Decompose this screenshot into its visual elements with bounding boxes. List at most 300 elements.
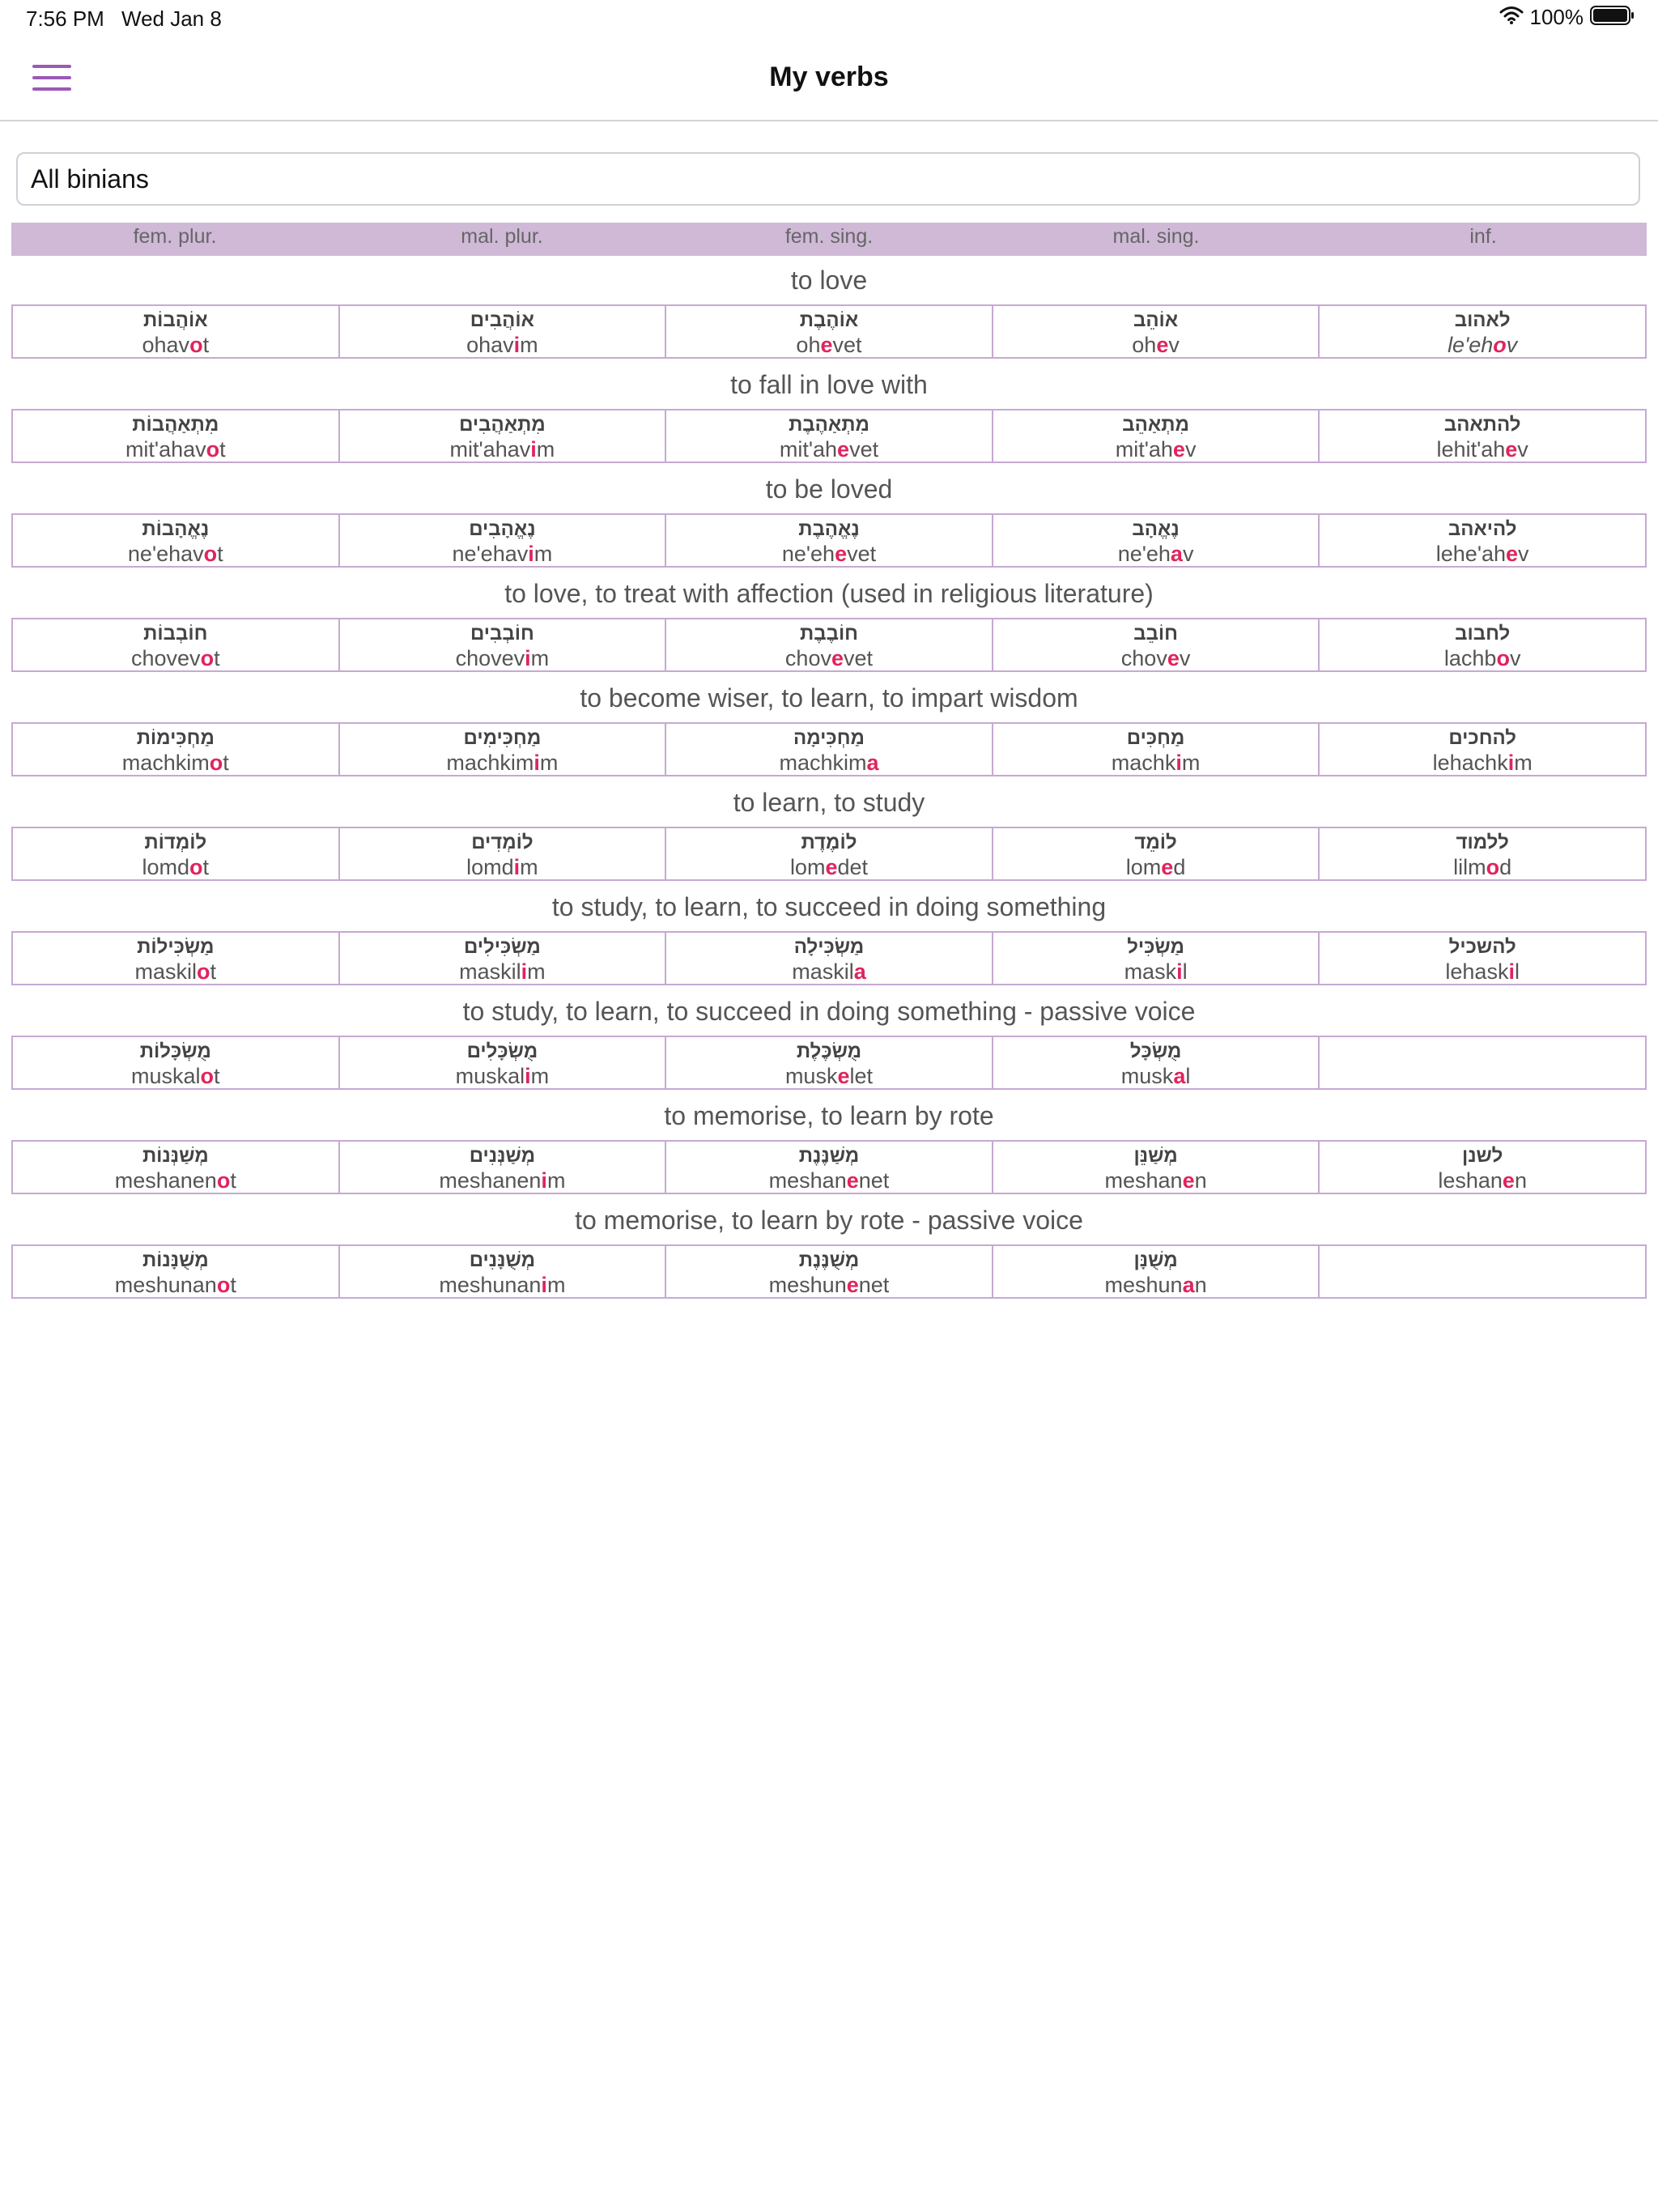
transliteration (993, 854, 1319, 880)
transliteration (993, 1063, 1319, 1089)
hebrew-form: מְשַׁנֵּן (1133, 1145, 1178, 1167)
transliteration-end: d (1173, 855, 1186, 879)
hebrew-form: להתאהב (1443, 414, 1521, 436)
hebrew-form: מְשַׁנְּנִים (469, 1145, 536, 1167)
transliteration-end: t (214, 1064, 220, 1088)
hebrew-form: מַחְכִּימוֹת (136, 727, 215, 749)
hebrew-form: חוֹבְבִים (470, 623, 534, 644)
transliteration (666, 959, 992, 985)
verb-forms-row[interactable] (11, 618, 1647, 672)
transliteration (13, 1272, 338, 1298)
hebrew-form: מֻשְׂכָּל (1129, 1040, 1182, 1062)
transliteration-start: lachb (1443, 646, 1497, 670)
verb-forms-row[interactable] (11, 931, 1647, 985)
transliteration-end: m (527, 959, 546, 984)
transliteration-end: t (217, 542, 223, 566)
form-cell-fem-plur[interactable] (13, 619, 338, 670)
hebrew-form: להיאהב (1448, 518, 1517, 540)
form-cell-mal-plur[interactable] (338, 410, 665, 462)
hebrew-form: מִתְאַהֶבֶת (789, 414, 869, 436)
navigation-bar (0, 39, 1658, 121)
transliteration (666, 332, 992, 358)
transliteration (13, 750, 338, 776)
transliteration-end: n (1514, 1168, 1527, 1193)
form-cell-fem-sing[interactable] (665, 410, 992, 462)
column-header-row (11, 223, 1647, 256)
form-cell-mal-plur[interactable] (338, 1037, 665, 1088)
stressed-vowel: e (846, 1168, 859, 1193)
transliteration-end: net (858, 1273, 890, 1297)
form-cell-fem-plur[interactable] (13, 828, 338, 879)
transliteration (340, 645, 665, 671)
transliteration (666, 541, 992, 567)
transliteration-end: v (1518, 542, 1529, 566)
hebrew-form: מֻשְׂכָּלוֹת (139, 1040, 211, 1062)
binian-filter-select[interactable] (16, 152, 1640, 206)
transliteration-start: machk (1111, 751, 1176, 775)
transliteration-start: lehachk (1432, 751, 1508, 775)
form-cell-fem-plur[interactable] (13, 410, 338, 462)
transliteration-end: m (536, 437, 555, 462)
form-cell-fem-plur[interactable] (13, 1142, 338, 1193)
column-header-fem-plur: fem. plur. (133, 225, 217, 248)
hebrew-form: נֶאֱהָב (1132, 518, 1180, 540)
transliteration-end: t (202, 855, 210, 879)
transliteration-start: meshanen (439, 1168, 542, 1193)
hebrew-form: לוֹמְדוֹת (144, 832, 207, 853)
verb-forms-row[interactable] (11, 409, 1647, 463)
form-cell-fem-sing[interactable] (665, 619, 992, 670)
status-bar (0, 0, 1658, 39)
form-cell-fem-plur[interactable] (13, 515, 338, 566)
verb-meaning: to love (790, 266, 868, 295)
transliteration-start: chov (784, 646, 831, 670)
hebrew-form: מַשְׂכִּילָה (793, 936, 865, 958)
form-cell-mal-sing[interactable] (992, 1142, 1319, 1193)
stressed-vowel: a (1173, 1064, 1186, 1088)
hebrew-form: מְשֻׁנָּנִים (469, 1249, 536, 1271)
stressed-vowel: o (1486, 855, 1500, 879)
transliteration (13, 854, 338, 880)
transliteration (340, 541, 665, 567)
form-cell-mal-plur[interactable] (338, 933, 665, 984)
stressed-vowel: e (1161, 855, 1174, 879)
stressed-vowel: e (835, 542, 848, 566)
transliteration (340, 1168, 665, 1193)
verb-forms-row[interactable] (11, 304, 1647, 359)
stressed-vowel: e (1182, 1168, 1195, 1193)
transliteration (340, 436, 665, 462)
transliteration (666, 436, 992, 462)
transliteration-start: ne'ehav (127, 542, 204, 566)
transliteration-end: t (230, 1273, 236, 1297)
verb-meaning: to become wiser, to learn, to impart wisdom (580, 683, 1078, 713)
transliteration-start: mit'ah (1115, 437, 1173, 462)
transliteration-end: v (1184, 437, 1197, 462)
transliteration-end: l (1182, 959, 1188, 984)
transliteration (993, 750, 1319, 776)
form-cell-inf[interactable] (1318, 1037, 1645, 1088)
verb-meaning: to learn, to study (733, 788, 925, 817)
transliteration (666, 1168, 992, 1193)
stressed-vowel: o (1493, 333, 1507, 357)
transliteration (340, 750, 665, 776)
hebrew-form: מְשֻׁנֶּנֶת (798, 1249, 860, 1271)
hebrew-form (1320, 1246, 1645, 1249)
transliteration-start: lomd (466, 855, 514, 879)
form-cell-mal-sing[interactable] (992, 515, 1319, 566)
verb-forms-row[interactable] (11, 827, 1647, 881)
stressed-vowel: i (1175, 751, 1182, 775)
transliteration-start: musk (1120, 1064, 1174, 1088)
stressed-vowel: o (200, 1064, 215, 1088)
hebrew-form: לאהוב (1454, 309, 1511, 331)
form-cell-mal-plur[interactable] (338, 1142, 665, 1193)
battery-percentage: 100% (1529, 5, 1584, 29)
transliteration-start: oh (1132, 333, 1157, 357)
hebrew-form: לוֹמֵד (1134, 832, 1177, 853)
hebrew-form: נֶאֱהֶבֶת (798, 518, 860, 540)
transliteration-start: muskal (455, 1064, 525, 1088)
transliteration-end: vet (844, 646, 874, 670)
verb-meaning: to memorise, to learn by rote - passive voice (575, 1206, 1083, 1235)
transliteration-end: vet (847, 542, 877, 566)
hebrew-form: מַשְׂכִּילוֹת (137, 936, 215, 958)
form-cell-inf[interactable] (1318, 410, 1645, 462)
hebrew-form: חוֹבֵב (1133, 623, 1178, 644)
transliteration-end: v (1506, 333, 1518, 357)
form-cell-mal-sing[interactable] (992, 933, 1319, 984)
verb-forms-row[interactable] (11, 1036, 1647, 1090)
transliteration-start: musk (784, 1064, 838, 1088)
form-cell-mal-sing[interactable] (992, 306, 1319, 357)
form-cell-fem-plur[interactable] (13, 306, 338, 357)
form-cell-fem-sing[interactable] (665, 933, 992, 984)
stressed-vowel: i (513, 855, 521, 879)
hebrew-form: מִתְאַהֲבִים (459, 414, 546, 436)
transliteration-start: lehask (1445, 959, 1509, 984)
form-cell-fem-sing[interactable] (665, 1246, 992, 1297)
form-cell-fem-plur[interactable] (13, 933, 338, 984)
hebrew-form: נֶאֱהָבִים (469, 518, 536, 540)
form-cell-mal-plur[interactable] (338, 724, 665, 775)
stressed-vowel: o (200, 646, 215, 670)
transliteration (1320, 750, 1645, 776)
verb-forms-row[interactable] (11, 1140, 1647, 1194)
transliteration-start: ne'ehav (452, 542, 529, 566)
transliteration-end: v (1517, 437, 1528, 462)
stressed-vowel: e (837, 437, 850, 462)
form-cell-mal-sing[interactable] (992, 1037, 1319, 1088)
column-header-inf: inf. (1469, 225, 1497, 248)
form-cell-fem-sing[interactable] (665, 1037, 992, 1088)
stressed-vowel: e (1505, 437, 1518, 462)
transliteration (13, 541, 338, 567)
verb-forms-row[interactable] (11, 722, 1647, 776)
transliteration-end: det (837, 855, 869, 879)
transliteration-end: m (530, 1064, 550, 1088)
verb-meaning: to fall in love with (730, 370, 928, 399)
stressed-vowel: a (1170, 542, 1183, 566)
transliteration (1320, 959, 1645, 985)
transliteration (13, 436, 338, 462)
status-time: 7:56 PM (26, 6, 104, 31)
hebrew-form: לחבוב (1455, 623, 1511, 644)
stressed-vowel: o (206, 437, 220, 462)
hebrew-form: מִתְאַהֲבוֹת (132, 414, 219, 436)
hebrew-form: מַשְׂכִּילִים (463, 936, 541, 958)
hebrew-form (1320, 1037, 1645, 1040)
stressed-vowel: a (866, 751, 879, 775)
transliteration-start: meshan (768, 1168, 847, 1193)
stressed-vowel: i (530, 437, 537, 462)
transliteration-end: net (858, 1168, 890, 1193)
binian-filter-value: All binians (31, 164, 149, 194)
transliteration (993, 332, 1319, 358)
hebrew-form: חוֹבֶבֶת (799, 623, 858, 644)
hebrew-form: חוֹבְבוֹת (143, 623, 208, 644)
transliteration (13, 959, 338, 985)
hebrew-form: לוֹמְדִים (471, 832, 534, 853)
hebrew-form: להחכים (1448, 727, 1516, 749)
transliteration-start: chov (1120, 646, 1167, 670)
form-cell-fem-sing[interactable] (665, 1142, 992, 1193)
form-cell-inf[interactable] (1318, 1246, 1645, 1297)
transliteration-start: lehe'ah (1435, 542, 1507, 566)
stressed-vowel: i (541, 1273, 547, 1297)
hebrew-form: אוֹהֲבִים (470, 309, 535, 331)
hebrew-form: מַחְכִּים (1126, 727, 1185, 749)
transliteration-start: machkim (779, 751, 867, 775)
stressed-vowel: e (1502, 1168, 1515, 1193)
verb-forms-row[interactable] (11, 513, 1647, 568)
transliteration-end: v (1509, 646, 1521, 670)
transliteration (1320, 1168, 1645, 1193)
transliteration-start: machkim (121, 751, 210, 775)
hebrew-form: מִתְאַהֵב (1122, 414, 1189, 436)
form-cell-fem-sing[interactable] (665, 724, 992, 775)
transliteration-end: d (1499, 855, 1512, 879)
verb-forms-row[interactable] (11, 1244, 1647, 1299)
transliteration-start: chovev (131, 646, 201, 670)
verb-meaning: to love, to treat with affection (used in religious literature) (504, 579, 1154, 608)
transliteration-start: ohav (142, 333, 190, 357)
stressed-vowel: a (853, 959, 866, 984)
transliteration-end: t (214, 646, 220, 670)
transliteration-start: meshanen (114, 1168, 217, 1193)
form-cell-mal-sing[interactable] (992, 828, 1319, 879)
form-cell-inf[interactable] (1318, 933, 1645, 984)
transliteration-start: le'eh (1448, 333, 1494, 357)
transliteration (340, 959, 665, 985)
transliteration-start: muskal (131, 1064, 201, 1088)
stressed-vowel: i (541, 1168, 547, 1193)
hebrew-form: להשכיל (1448, 936, 1516, 958)
transliteration-start: mit'ah (779, 437, 838, 462)
transliteration-end: n (1194, 1168, 1207, 1193)
transliteration-start: maskil (459, 959, 521, 984)
transliteration (666, 750, 992, 776)
stressed-vowel: e (831, 646, 844, 670)
transliteration (666, 1063, 992, 1089)
hebrew-form: מַשְׂכִּיל (1127, 936, 1184, 958)
stressed-vowel: o (216, 1168, 231, 1193)
form-cell-mal-plur[interactable] (338, 515, 665, 566)
transliteration-end: v (1182, 542, 1194, 566)
stressed-vowel: a (1182, 1273, 1195, 1297)
stressed-vowel: i (534, 751, 540, 775)
transliteration-end: m (546, 1273, 566, 1297)
transliteration-end: t (230, 1168, 236, 1193)
form-cell-fem-sing[interactable] (665, 515, 992, 566)
transliteration (993, 645, 1319, 671)
stressed-vowel: o (189, 855, 203, 879)
hebrew-form: ללמוד (1456, 832, 1509, 853)
form-cell-mal-plur[interactable] (338, 1246, 665, 1297)
transliteration (1320, 332, 1645, 358)
transliteration-start: meshun (768, 1273, 847, 1297)
form-cell-mal-plur[interactable] (338, 828, 665, 879)
transliteration-end: t (219, 437, 226, 462)
transliteration-end: t (210, 959, 217, 984)
stressed-vowel: i (528, 542, 534, 566)
form-cell-mal-plur[interactable] (338, 306, 665, 357)
stressed-vowel: e (1167, 646, 1180, 670)
transliteration-end: t (223, 751, 229, 775)
verb-meaning: to study, to learn, to succeed in doing something (551, 892, 1107, 921)
stressed-vowel: e (1506, 542, 1519, 566)
stressed-vowel: e (846, 1273, 859, 1297)
verb-meaning: to study, to learn, to succeed in doing something - passive voice (462, 997, 1196, 1026)
transliteration (13, 645, 338, 671)
hebrew-form: אוֹהֶבֶת (799, 309, 859, 331)
form-cell-fem-plur[interactable] (13, 724, 338, 775)
stressed-vowel: i (525, 1064, 531, 1088)
form-cell-mal-sing[interactable] (992, 410, 1319, 462)
status-date: Wed Jan 8 (121, 6, 222, 31)
form-cell-fem-sing[interactable] (665, 828, 992, 879)
transliteration (340, 854, 665, 880)
transliteration-start: machkim (446, 751, 534, 775)
page-title: My verbs (769, 62, 889, 92)
stressed-vowel: i (521, 959, 528, 984)
hebrew-form: מְשֻׁנָּן (1133, 1249, 1178, 1271)
transliteration-start: meshun (1104, 1273, 1183, 1297)
transliteration (13, 332, 338, 358)
transliteration-start: mask (1124, 959, 1177, 984)
stressed-vowel: o (209, 751, 223, 775)
wifi-icon (1499, 6, 1524, 29)
transliteration-end: v (1168, 333, 1180, 357)
transliteration-start: ohav (466, 333, 514, 357)
transliteration-start: meshan (1104, 1168, 1183, 1193)
form-cell-fem-plur[interactable] (13, 1037, 338, 1088)
transliteration (340, 332, 665, 358)
hebrew-form: מֻשְׂכֶּלֶת (796, 1040, 862, 1062)
transliteration (1320, 541, 1645, 567)
transliteration-start: leshan (1438, 1168, 1503, 1193)
transliteration (13, 1063, 338, 1089)
transliteration (340, 1063, 665, 1089)
transliteration (993, 1168, 1319, 1193)
hebrew-form: לשנן (1461, 1145, 1503, 1167)
transliteration-end: v (1179, 646, 1191, 670)
form-cell-fem-sing[interactable] (665, 306, 992, 357)
hebrew-form: מְשַׁנְּנוֹת (142, 1145, 209, 1167)
column-header-mal-plur: mal. plur. (461, 225, 543, 248)
column-header-fem-sing: fem. sing. (784, 225, 874, 248)
stressed-vowel: e (1172, 437, 1185, 462)
transliteration-end: m (530, 646, 550, 670)
transliteration-end: let (849, 1064, 874, 1088)
hebrew-form: נֶאֱהָבוֹת (142, 518, 210, 540)
transliteration (1320, 854, 1645, 880)
transliteration-start: lilm (1453, 855, 1486, 879)
transliteration-end: m (534, 542, 553, 566)
form-cell-mal-sing[interactable] (992, 619, 1319, 670)
form-cell-inf[interactable] (1318, 1142, 1645, 1193)
transliteration (993, 436, 1319, 462)
transliteration-start: chovev (455, 646, 525, 670)
hebrew-form: אוֹהֲבוֹת (142, 309, 208, 331)
transliteration-end: m (546, 1168, 566, 1193)
status-indicators (1499, 5, 1636, 30)
form-cell-mal-sing[interactable] (992, 1246, 1319, 1297)
form-cell-inf[interactable] (1318, 515, 1645, 566)
form-cell-inf[interactable] (1318, 828, 1645, 879)
transliteration-start: lom (1125, 855, 1162, 879)
form-cell-inf[interactable] (1318, 619, 1645, 670)
form-cell-inf[interactable] (1318, 724, 1645, 775)
hebrew-form: מַחְכִּימִים (463, 727, 542, 749)
transliteration-end: m (520, 333, 538, 357)
transliteration-end: t (202, 333, 210, 357)
transliteration-end: m (539, 751, 559, 775)
stressed-vowel: i (1176, 959, 1183, 984)
hebrew-form: מַחְכִּימָה (793, 727, 865, 749)
stressed-vowel: o (1496, 646, 1510, 670)
form-cell-inf[interactable] (1318, 306, 1645, 357)
form-cell-mal-sing[interactable] (992, 724, 1319, 775)
hebrew-form: מֻשְׂכָּלִים (466, 1040, 538, 1062)
transliteration (666, 1272, 992, 1298)
transliteration (340, 1272, 665, 1298)
form-cell-mal-plur[interactable] (338, 619, 665, 670)
transliteration-start: lehit'ah (1436, 437, 1506, 462)
transliteration (993, 1272, 1319, 1298)
stressed-vowel: o (216, 1273, 231, 1297)
transliteration-start: lomd (142, 855, 190, 879)
transliteration-start: meshunan (114, 1273, 217, 1297)
transliteration (993, 959, 1319, 985)
transliteration (666, 854, 992, 880)
verb-meaning: to memorise, to learn by rote (664, 1101, 994, 1130)
stressed-vowel: i (1507, 751, 1515, 775)
form-cell-fem-plur[interactable] (13, 1246, 338, 1297)
stressed-vowel: e (1156, 333, 1169, 357)
stressed-vowel: o (189, 333, 203, 357)
transliteration (1320, 436, 1645, 462)
stressed-vowel: e (825, 855, 838, 879)
transliteration-end: n (1194, 1273, 1207, 1297)
transliteration (1320, 645, 1645, 671)
transliteration-start: ne'eh (781, 542, 835, 566)
hebrew-form: מְשַׁנֶּנֶת (798, 1145, 860, 1167)
hebrew-form: מְשֻׁנָּנוֹת (142, 1249, 209, 1271)
transliteration-start: ne'eh (1117, 542, 1171, 566)
hebrew-form: לוֹמֶדֶת (801, 832, 857, 853)
transliteration-start: mit'ahav (449, 437, 531, 462)
